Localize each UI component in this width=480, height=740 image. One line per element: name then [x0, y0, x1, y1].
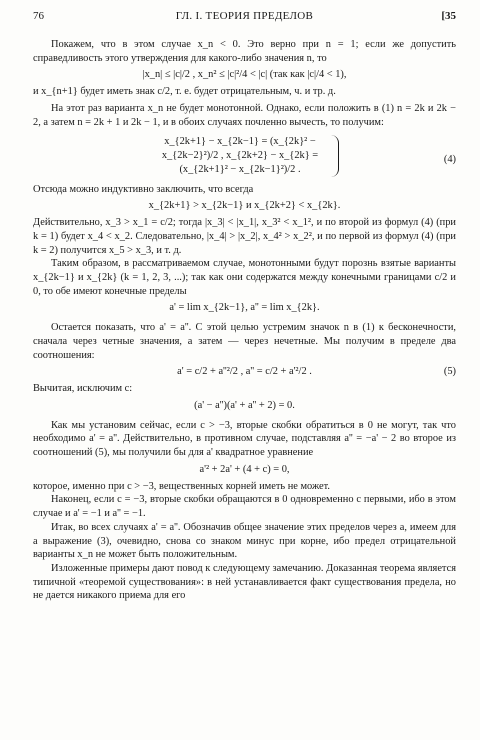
paragraph: Изложенные примеры дают повод к следующему замечанию. Доказанная теорема является типичной «теоремой существования»: в ней устанавливается факт существования предела, но не дается никакого приема для его [33, 562, 456, 602]
paragraph: Покажем, что в этом случае x_n < 0. Это верно при n = 1; если же допустить справедливость этого утверждения для какого-либо значения n, то [33, 39, 456, 64]
equation-tag: (4) [443, 154, 456, 166]
formula: (a' − a'')(a' + a'' + 2) = 0. [194, 399, 295, 411]
formula: a' = lim x_{2k−1}, a'' = lim x_{2k}. [169, 302, 320, 314]
section-number: [35 [441, 10, 456, 22]
body-text [33, 38, 456, 603]
equation-4: x_{2k+1} − x_{2k−1} = (x_{2k}² − x_{2k−2}²)/2 , x_{2k+2} − x_{2k} = (x_{2k+1}² − x_{2k−1}²)/2 . [150, 135, 339, 176]
equation-5-block [33, 365, 456, 379]
equation-5: a' = c/2 + a''²/2 , a'' = c/2 + a'²/2 . [177, 366, 312, 378]
paragraph: Итак, во всех случаях a' = a''. Обозначив общее значение этих пределов через a, имеем для a выражение (3), очевидно, снова со знаком минус при корне, ибо предел отрицательной варианты x_n не может быть положительным. [33, 521, 456, 561]
equation-system-4 [33, 135, 456, 176]
paragraph: которое, именно при c > −3, вещественных корней иметь не может. [33, 480, 330, 492]
formula: |x_n| ≤ |c|/2 , x_n² ≤ |c|²/4 < |c| (так как |c|/4 < 1), [142, 69, 347, 81]
paragraph: и x_{n+1} будет иметь знак c/2, т. е. будет отрицательным, ч. и тр. д. [33, 86, 336, 98]
paragraph: Действительно, x_3 > x_1 = c/2; тогда |x_3| < |x_1|, x_3² < x_1², и по второй из формул (4) (при k = 1) будет x_4 < x_2. Следовательно, |x_4| > |x_2|, x_4² > x_2², и по первой из формул (4) (при k = 2) получится x_5 > x_3, и т. д. [33, 217, 456, 256]
equation-tag: (5) [443, 366, 456, 378]
paragraph: Таким образом, в рассматриваемом случае, монотонными будут порознь взятые варианты x_{2k−1} и x_{2k} (k = 1, 2, 3, ...); так как они содержатся между конечными границами c/2 и 0, то обе имеют конечные пределы [33, 258, 456, 297]
page-number: 76 [33, 10, 44, 22]
formula: a'² + 2a' + (4 + c) = 0, [199, 463, 290, 475]
paragraph: Как мы установим сейчас, если c > −3, вторые скобки обратиться в 0 не могут, так что необходимо a' = a''. Действительно, в противном случае, подставляя a'' = −a' − 2 во второе из соотношений (5), мы получили бы для a' квадратное уравнение [33, 419, 456, 459]
formula: x_{2k+1} > x_{2k−1} и x_{2k+2} < x_{2k}. [148, 200, 341, 212]
chapter-title: ГЛ. I. ТЕОРИЯ ПРЕДЕЛОВ [175, 10, 314, 22]
paragraph: Вычитая, исключим c: [33, 383, 133, 395]
paragraph: На этот раз варианта x_n не будет монотонной. Однако, если положить в (1) n = 2k и 2k − 2, а затем n = 2k + 1 и 2k − 1, и в обоих случаях почленно вычесть, то получим: [33, 102, 456, 128]
paragraph: Отсюда можно индуктивно заключить, что всегда [33, 183, 254, 195]
paragraph: Остается показать, что a' = a''. С этой целью устремим значок n в (1) к бесконечности, сначала через четные значения, а затем — через нечетные. Мы получим в пределе два соотношения: [33, 322, 456, 361]
paragraph: Наконец, если c = −3, вторые скобки обращаются в 0 одновременно с первыми, ибо в этом случае и a' = −1 и a'' = −1. [33, 494, 456, 520]
running-header [33, 9, 456, 25]
